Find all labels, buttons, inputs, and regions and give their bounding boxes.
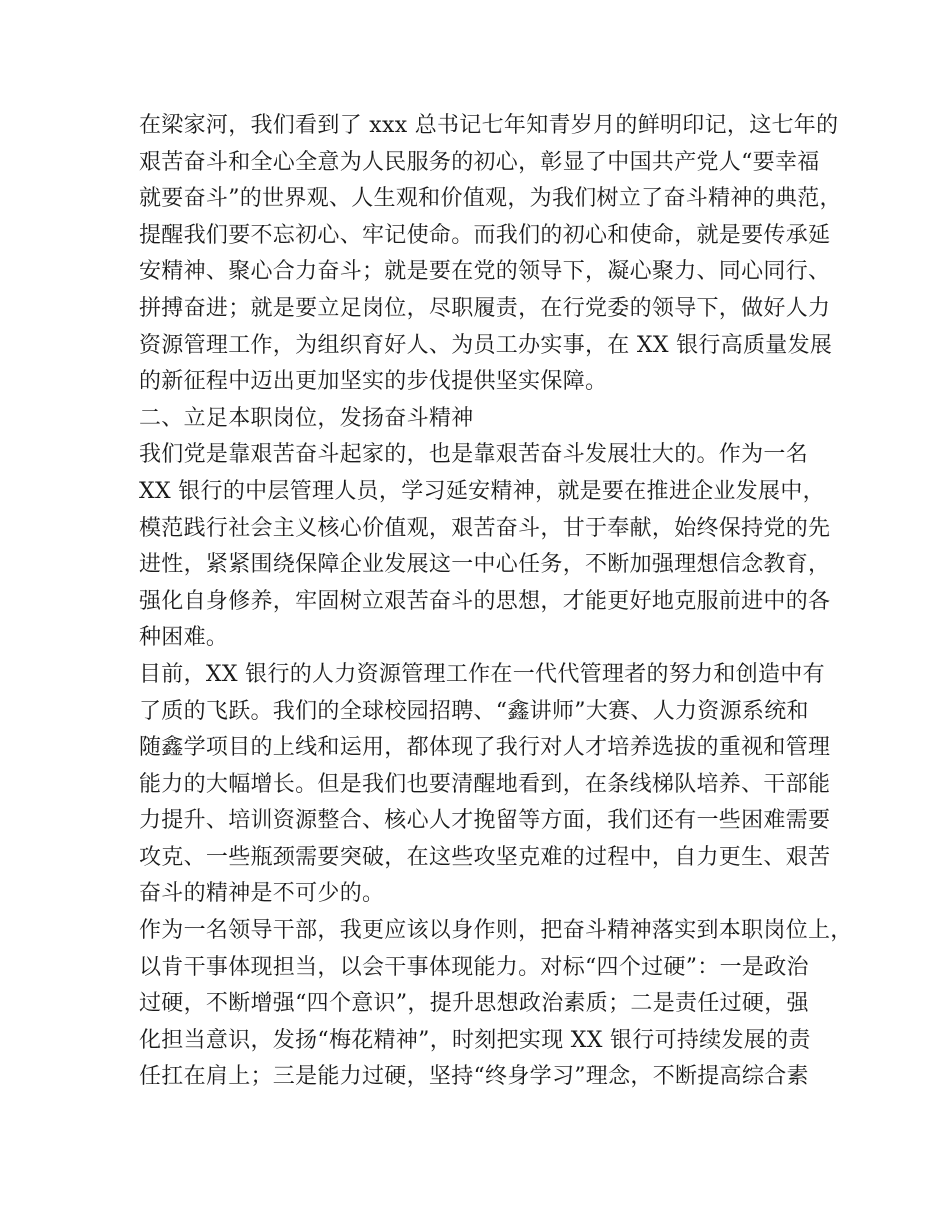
- text-line: 在梁家河，我们看到了 xxx 总书记七年知青岁月的鲜明印记，这七年的: [139, 113, 839, 138]
- text-line: 安精神、聚心合力奋斗；就是要在党的领导下，凝心聚力、同心同行、: [139, 259, 831, 285]
- text-line: 了质的飞跃。我们的全球校园招聘、“鑫讲师”大赛、人力资源系统和: [139, 698, 809, 724]
- text-line: 艰苦奋斗和全心全意为人民服务的初心，彰显了中国共产党人“要幸福: [139, 149, 820, 175]
- text-line: 提醒我们要不忘初心、牢记使命。而我们的初心和使命，就是要传承延: [139, 222, 831, 248]
- document-body: [139, 108, 853, 1096]
- text-line: 过硬，不断增强“四个意识”，提升思想政治素质；二是责任过硬，强: [139, 991, 809, 1017]
- text-line: 攻克、一些瓶颈需要突破，在这些攻坚克难的过程中，自力更生、艰苦: [139, 844, 831, 870]
- text-line: 资源管理工作，为组织育好人、为员工办实事，在 XX 银行高质量发展: [139, 332, 833, 358]
- text-line: 的新征程中迈出更加坚实的步伐提供坚实保障。: [139, 369, 608, 395]
- text-line: 目前，XX 银行的人力资源管理工作在一代代管理者的努力和创造中有: [139, 661, 825, 687]
- text-line: 模范践行社会主义核心价值观，艰苦奋斗，甘于奉献，始终保持党的先: [139, 515, 831, 541]
- text-line: 作为一名领导干部，我更应该以身作则，把奋斗精神落实到本职岗位上，: [139, 918, 853, 944]
- text-line: 随鑫学项目的上线和运用，都体现了我行对人才培养选拔的重视和管理: [139, 735, 831, 761]
- text-line: 任扛在肩上；三是能力过硬，坚持“终身学习”理念，不断提高综合素: [139, 1064, 809, 1090]
- text-line: XX 银行的中层管理人员，学习延安精神，就是要在推进企业发展中，: [139, 478, 825, 504]
- text-line: 力提升、培训资源整合、核心人才挽留等方面，我们还有一些困难需要: [139, 808, 831, 834]
- text-line: 我们党是靠艰苦奋斗起家的，也是靠艰苦奋斗发展壮大的。作为一名: [139, 442, 809, 468]
- text-line: 能力的大幅增长。但是我们也要清醒地看到，在条线梯队培养、干部能: [139, 771, 831, 797]
- text-line: 奋斗的精神是不可少的。: [139, 881, 385, 907]
- text-line: 以肯干事体现担当，以会干事体现能力。对标“四个过硬”：一是政治: [139, 954, 809, 980]
- text-line: 种困难。: [139, 625, 229, 651]
- text-line: 强化自身修养，牢固树立艰苦奋斗的思想，才能更好地克服前进中的各: [139, 588, 831, 614]
- section-heading: 二、立足本职岗位，发扬奋斗精神: [139, 405, 474, 431]
- text-line: 化担当意识，发扬“梅花精神”，时刻把实现 XX 银行可持续发展的责: [139, 1027, 811, 1053]
- text-line: 进性，紧紧围绕保障企业发展这一中心任务，不断加强理想信念教育，: [139, 552, 831, 578]
- text-line: 拼搏奋进；就是要立足岗位，尽职履责，在行党委的领导下，做好人力: [139, 295, 831, 321]
- text-line: 就要奋斗”的世界观、人生观和价值观，为我们树立了奋斗精神的典范，: [139, 186, 842, 212]
